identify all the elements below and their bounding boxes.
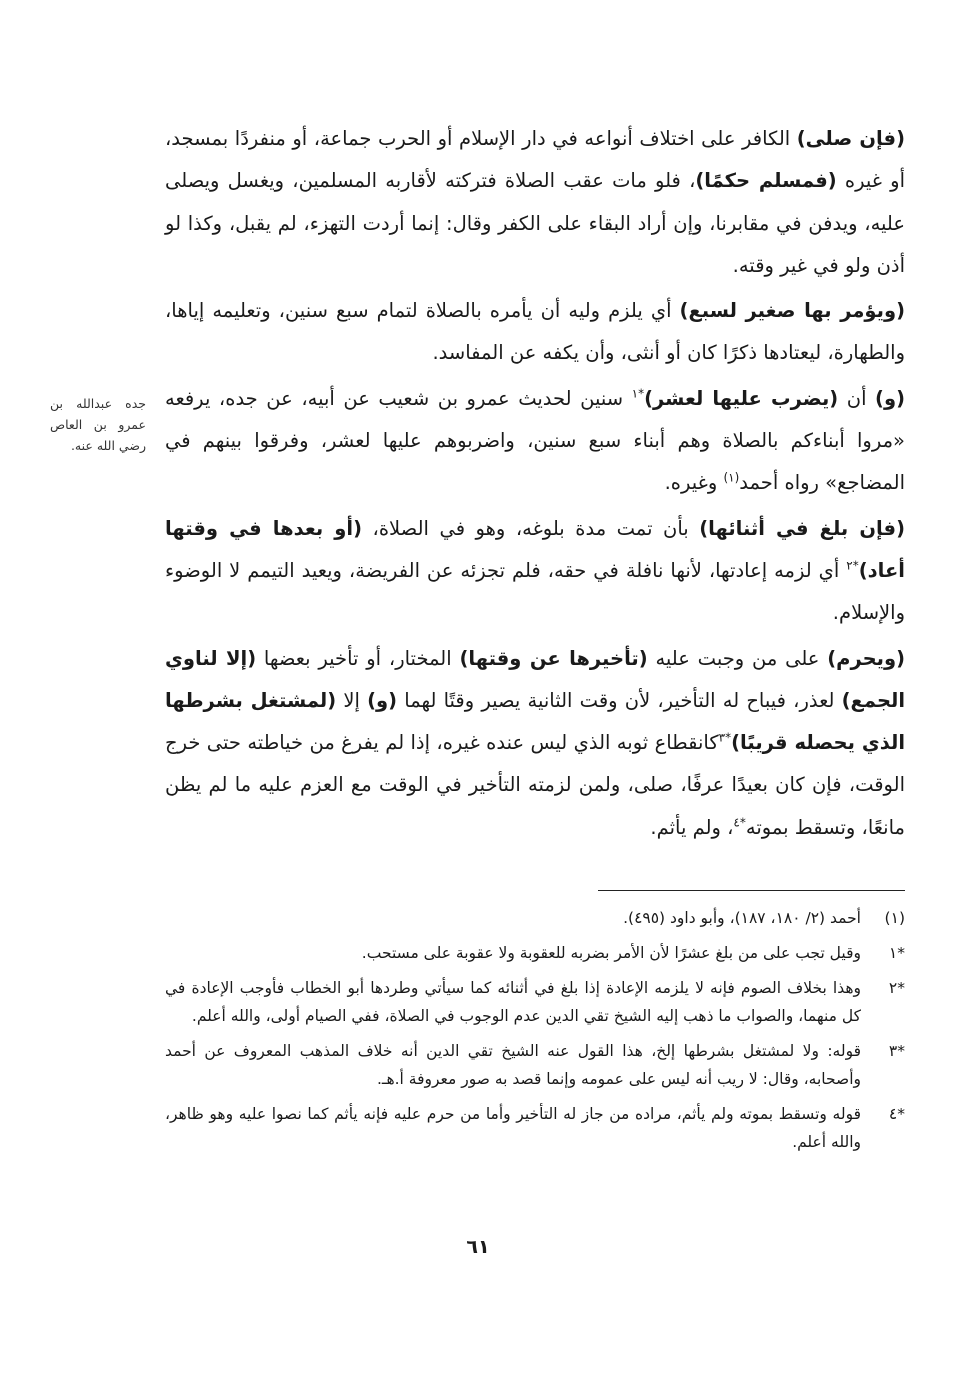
footnote (165, 939, 905, 967)
footnote-text: وقيل تجب على من بلغ عشرًا لأن الأمر بضربه للعقوبة ولا عقوبة على مستحب. (361, 944, 861, 962)
sharh-text: أي لزمه إعادتها، لأنها نافلة في حقه، فلم تجزئه عن الفريضة، ويعيد التيمم لا الوضوء والإسلام. (165, 558, 905, 625)
matn-phrase: (إلا لناوي الجمع) (165, 646, 906, 712)
footnote-divider (598, 890, 905, 891)
matn-phrase: (تأخيرها عن وقتها) (459, 646, 648, 670)
sharh-text: بأن تمت مدة بلوغه، وهو في الصلاة، (362, 516, 700, 540)
matn-phrase: (لمشتغل بشرطها الذي يحصله قريبًا) (165, 688, 906, 755)
sharh-text: على من وجبت عليه (647, 646, 828, 670)
page-number: ٦١ (466, 1236, 490, 1258)
footnote-number: (١) (884, 909, 905, 927)
sharh-text: ، فلو مات عقب الصلاة فتركته لأقاربه المسلمين، ويغسل ويصلى عليه، ويدفن في مقابرنا، وإن أراد البقاء على الكفر وقال: إنما أردت التهزء، لم يقبل، وكذا لو أذن ولو في غير وقته. (165, 169, 905, 277)
sharh-text: كانقطاع ثوبه الذي ليس عنده غيره، إذا لم يفرغ من خياطته حتى خرج الوقت، فإن كان بعيدًا عرفًا، صلى، ولمن لزمته التأخير في الوقت مع العزم عليه ما لم يظن مانعًا، وتسقط بموته (165, 731, 905, 839)
footnote (165, 904, 905, 932)
paragraph-1 (165, 118, 905, 287)
matn-phrase: (فإن بلغ في أثنائها) (699, 516, 905, 540)
footnote-text: قوله: ولا لمشتغل بشرطها إلخ، هذا القول عنه الشيخ تقي الدين أنه خلاف المذهب المعروف عن أحمد وأصحابه، وقال: لا ريب أنه ليس على عمومه وإنما قصد به صور معروفة أ.هـ. (165, 1042, 861, 1088)
sharh-text: أي يلزم وليه أن يأمره بالصلاة لتمام سبع سنين، وتعليمه إياها، والطهارة، ليعتادها ذكرًا كان أو أنثى، وأن يكفه عن المفاسد. (165, 299, 905, 365)
footnote-number: *٢ (888, 979, 905, 997)
footnote (165, 974, 905, 1030)
main-text (165, 118, 905, 849)
footnote-reference: (١) (723, 470, 740, 485)
note-marker: *٣ (718, 730, 732, 745)
matn-phrase: (و) (875, 386, 905, 410)
matn-phrase: (و) (367, 688, 398, 712)
matn-phrase: (أو بعدها في وقتها أعاد) (165, 516, 905, 582)
footnote-number: *١ (888, 944, 905, 962)
paragraph-4 (165, 508, 905, 635)
paragraph-2 (165, 290, 905, 375)
matn-phrase: (ويؤمر بها صغير لسبع) (679, 299, 905, 323)
matn-phrase: (ويحرم) (827, 646, 905, 670)
paragraph-5 (165, 638, 905, 849)
sharh-text: أن (838, 386, 876, 410)
note-marker: *٤ (733, 815, 746, 830)
note-marker: *٢ (846, 558, 859, 573)
sharh-text: إلا (336, 688, 368, 712)
footnote-text: وهذا بخلاف الصوم فإنه لا يلزمه الإعادة إذا بلغ في أثنائه كما سيأتي وطردها أبو الخطاب فأوجب الإعادة في كل منهما، والصواب ما ذهب إليه الشيخ تقي الدين عدم الوجوب في الصلاة، ففي الصيام أولى، والله أعلم. (165, 979, 861, 1025)
margin-note: جده عبدالله بن عمرو بن العاص رضي الله عنه. (50, 396, 146, 453)
footnote (165, 1037, 905, 1093)
footnote-number: *٤ (888, 1105, 905, 1123)
footnote (165, 1100, 905, 1156)
matn-phrase: (فمسلم حكمًا) (695, 169, 837, 193)
sharh-text: الكافر على اختلاف أنواعه في دار الإسلام أو الحرب جماعة، أو منفردًا بمسجد، أو غيره (165, 127, 905, 193)
paragraph-3 (165, 378, 905, 505)
sharh-text: سنين لحديث عمرو بن شعيب عن أبيه، عن جده، يرفعه «مروا أبناءكم بالصلاة وهم أبناء سبع سنين، واضربوهم عليها لعشر، وفرقوا بينهم في المضاجع» رواه أحمد (165, 386, 905, 495)
matn-phrase: (يضرب عليها لعشر) (644, 386, 839, 410)
sharh-text: لعذر، فيباح له التأخير، لأن وقت الثانية يصير وقتًا لهما (397, 688, 842, 712)
footnote-text: أحمد (٢/ ١٨٠، ١٨٧)، وأبو داود (٤٩٥). (623, 909, 861, 927)
note-marker: *١ (631, 386, 645, 401)
sharh-text: ، ولم يأثم. (650, 815, 734, 839)
footnote-number: *٣ (888, 1042, 905, 1060)
sharh-text: المختار، أو تأخير بعضها (256, 646, 460, 670)
matn-phrase: (فإن صلى) (796, 127, 905, 150)
footnote-text: قوله وتسقط بموته ولم يأثم، مراده من جاز له التأخير وأما من حرم عليه فإنه يأثم كما نصوا عليه وهو ظاهر، والله أعلم. (165, 1105, 861, 1151)
footnotes (165, 904, 905, 1163)
sharh-text: وغيره. (664, 471, 724, 495)
